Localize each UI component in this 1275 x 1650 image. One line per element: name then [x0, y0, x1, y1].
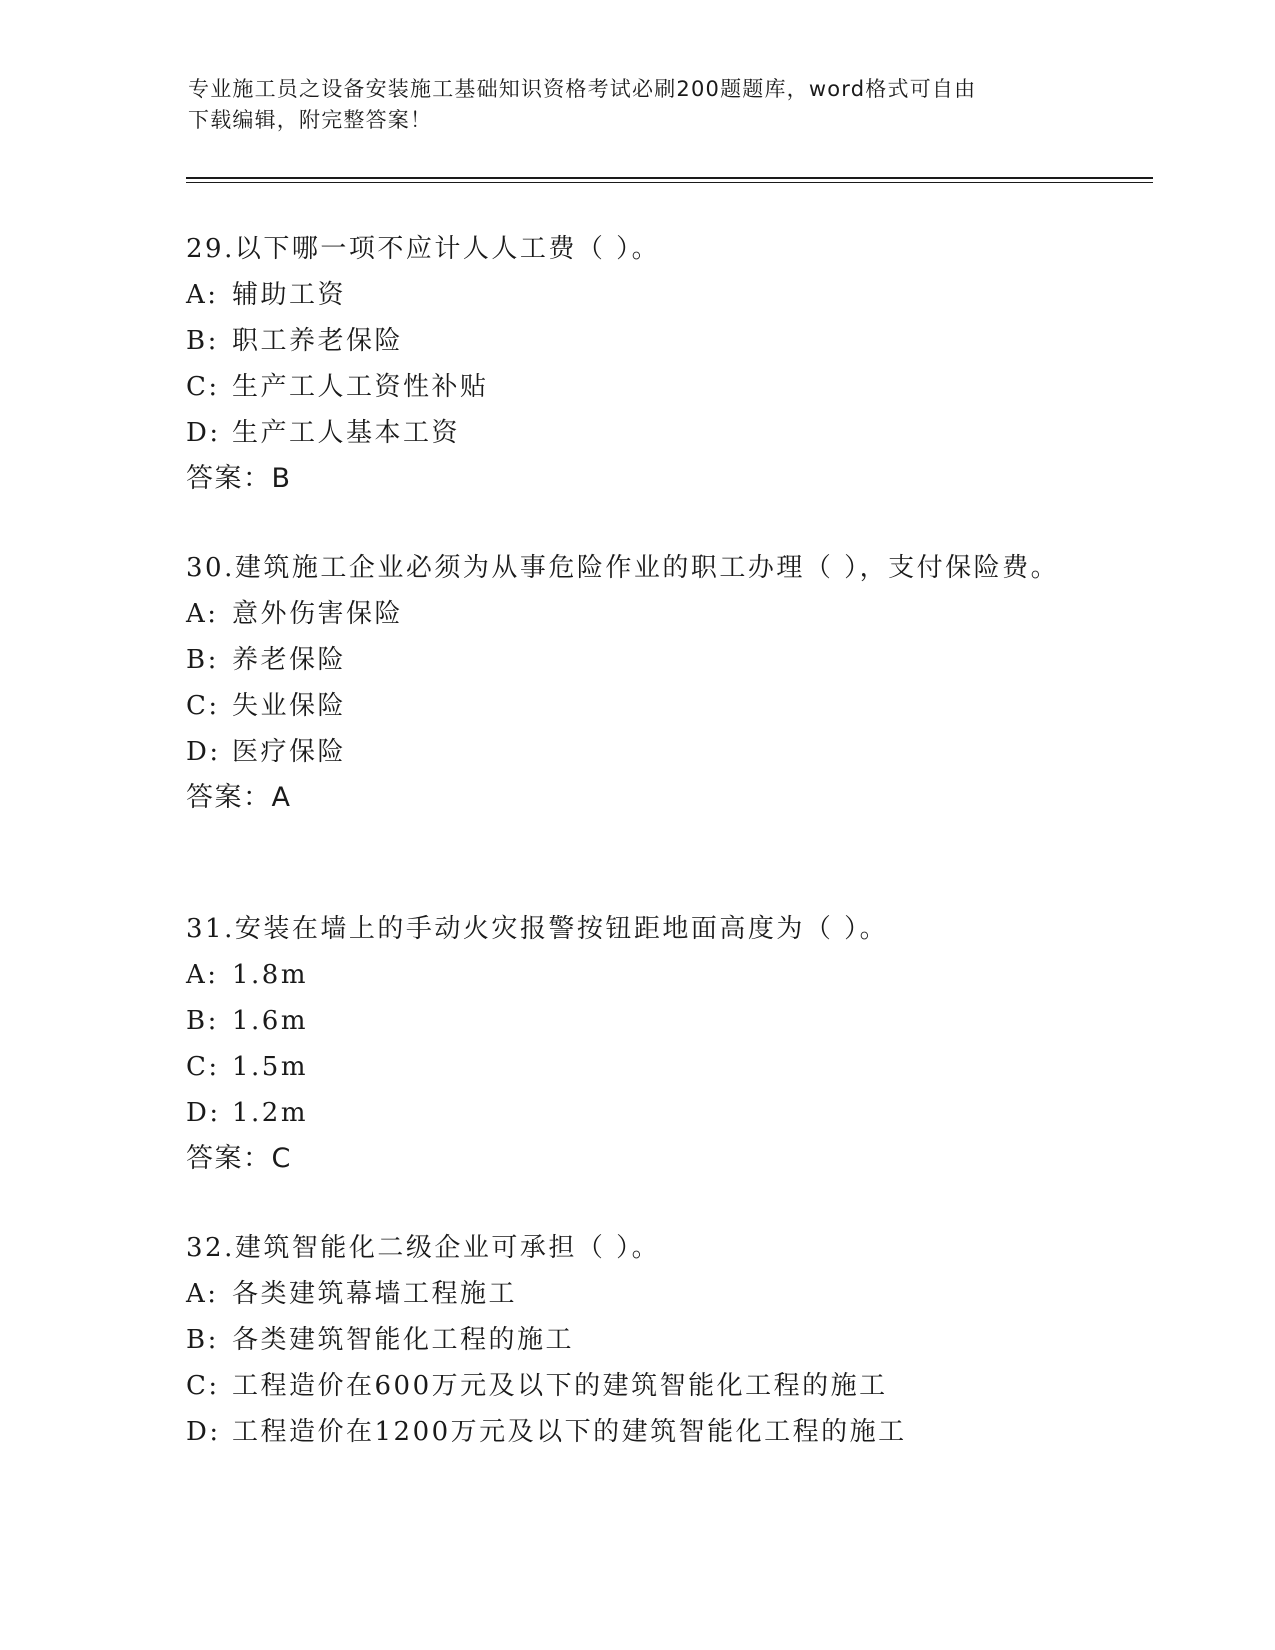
answer-line: 答案：A	[186, 782, 292, 813]
option-a	[186, 272, 1086, 318]
option-letter: D:	[186, 1417, 221, 1447]
option-d	[186, 729, 1066, 775]
option-text: 养老保险	[232, 645, 347, 675]
option-text: 失业保险	[232, 691, 347, 721]
document-header	[188, 74, 1068, 136]
option-text: 各类建筑智能化工程的施工	[232, 1325, 575, 1355]
answer-line: 答案：C	[186, 1143, 292, 1174]
option-text: 医疗保险	[232, 737, 347, 767]
question-stem: 30.建筑施工企业必须为从事危险作业的职工办理（ ），支付保险费。	[186, 553, 1060, 583]
option-c	[186, 1044, 1086, 1090]
option-text: 工程造价在600万元及以下的建筑智能化工程的施工	[232, 1371, 888, 1401]
option-text: 意外伤害保险	[232, 599, 404, 629]
header-title-line-2: 下载编辑，附完整答案！	[188, 108, 433, 132]
option-c	[186, 1363, 1086, 1409]
question-stem: 31.安装在墙上的手动火灾报警按钮距地面高度为（ ）。	[186, 914, 889, 944]
question-stem: 29.以下哪一项不应计人人工费（ ）。	[186, 234, 661, 264]
option-text: 工程造价在1200万元及以下的建筑智能化工程的施工	[232, 1417, 907, 1447]
option-d	[186, 1090, 1086, 1136]
option-b	[186, 318, 1086, 364]
option-text: 1.8m	[232, 960, 309, 990]
question-32	[186, 1225, 1086, 1455]
header-divider-thick	[186, 177, 1153, 179]
option-list	[186, 272, 1086, 456]
option-d	[186, 410, 1086, 456]
option-letter: B:	[186, 1006, 219, 1036]
header-title-line-1: 专业施工员之设备安装施工基础知识资格考试必刷200题题库，word格式可自由	[188, 77, 977, 101]
option-text: 生产工人基本工资	[232, 418, 461, 448]
option-letter: C:	[186, 691, 220, 721]
option-b	[186, 637, 1066, 683]
option-d	[186, 1409, 1086, 1455]
option-a	[186, 591, 1066, 637]
option-letter: D:	[186, 418, 221, 448]
option-letter: A:	[186, 599, 219, 629]
option-text: 1.2m	[232, 1098, 309, 1128]
question-29	[186, 226, 1086, 502]
answer-line: 答案：B	[186, 463, 292, 494]
option-letter: B:	[186, 645, 219, 675]
option-letter: B:	[186, 326, 219, 356]
option-letter: A:	[186, 1279, 219, 1309]
option-text: 各类建筑幕墙工程施工	[232, 1279, 518, 1309]
question-31	[186, 906, 1086, 1182]
option-c	[186, 364, 1086, 410]
option-b	[186, 1317, 1086, 1363]
option-text: 职工养老保险	[232, 326, 404, 356]
option-letter: C:	[186, 1371, 220, 1401]
option-text: 1.5m	[232, 1052, 309, 1082]
option-letter: B:	[186, 1325, 219, 1355]
option-list	[186, 591, 1066, 775]
option-letter: A:	[186, 960, 219, 990]
header-divider-thin	[186, 182, 1153, 183]
option-a	[186, 952, 1086, 998]
option-text: 辅助工资	[232, 280, 347, 310]
option-text: 生产工人工资性补贴	[232, 372, 489, 402]
question-30	[186, 545, 1066, 821]
option-list	[186, 1271, 1086, 1455]
option-letter: A:	[186, 280, 219, 310]
option-b	[186, 998, 1086, 1044]
option-list	[186, 952, 1086, 1136]
option-letter: D:	[186, 737, 221, 767]
option-letter: C:	[186, 372, 220, 402]
question-stem: 32.建筑智能化二级企业可承担（ ）。	[186, 1233, 661, 1263]
option-a	[186, 1271, 1086, 1317]
option-letter: D:	[186, 1098, 221, 1128]
option-c	[186, 683, 1066, 729]
option-letter: C:	[186, 1052, 220, 1082]
option-text: 1.6m	[232, 1006, 309, 1036]
